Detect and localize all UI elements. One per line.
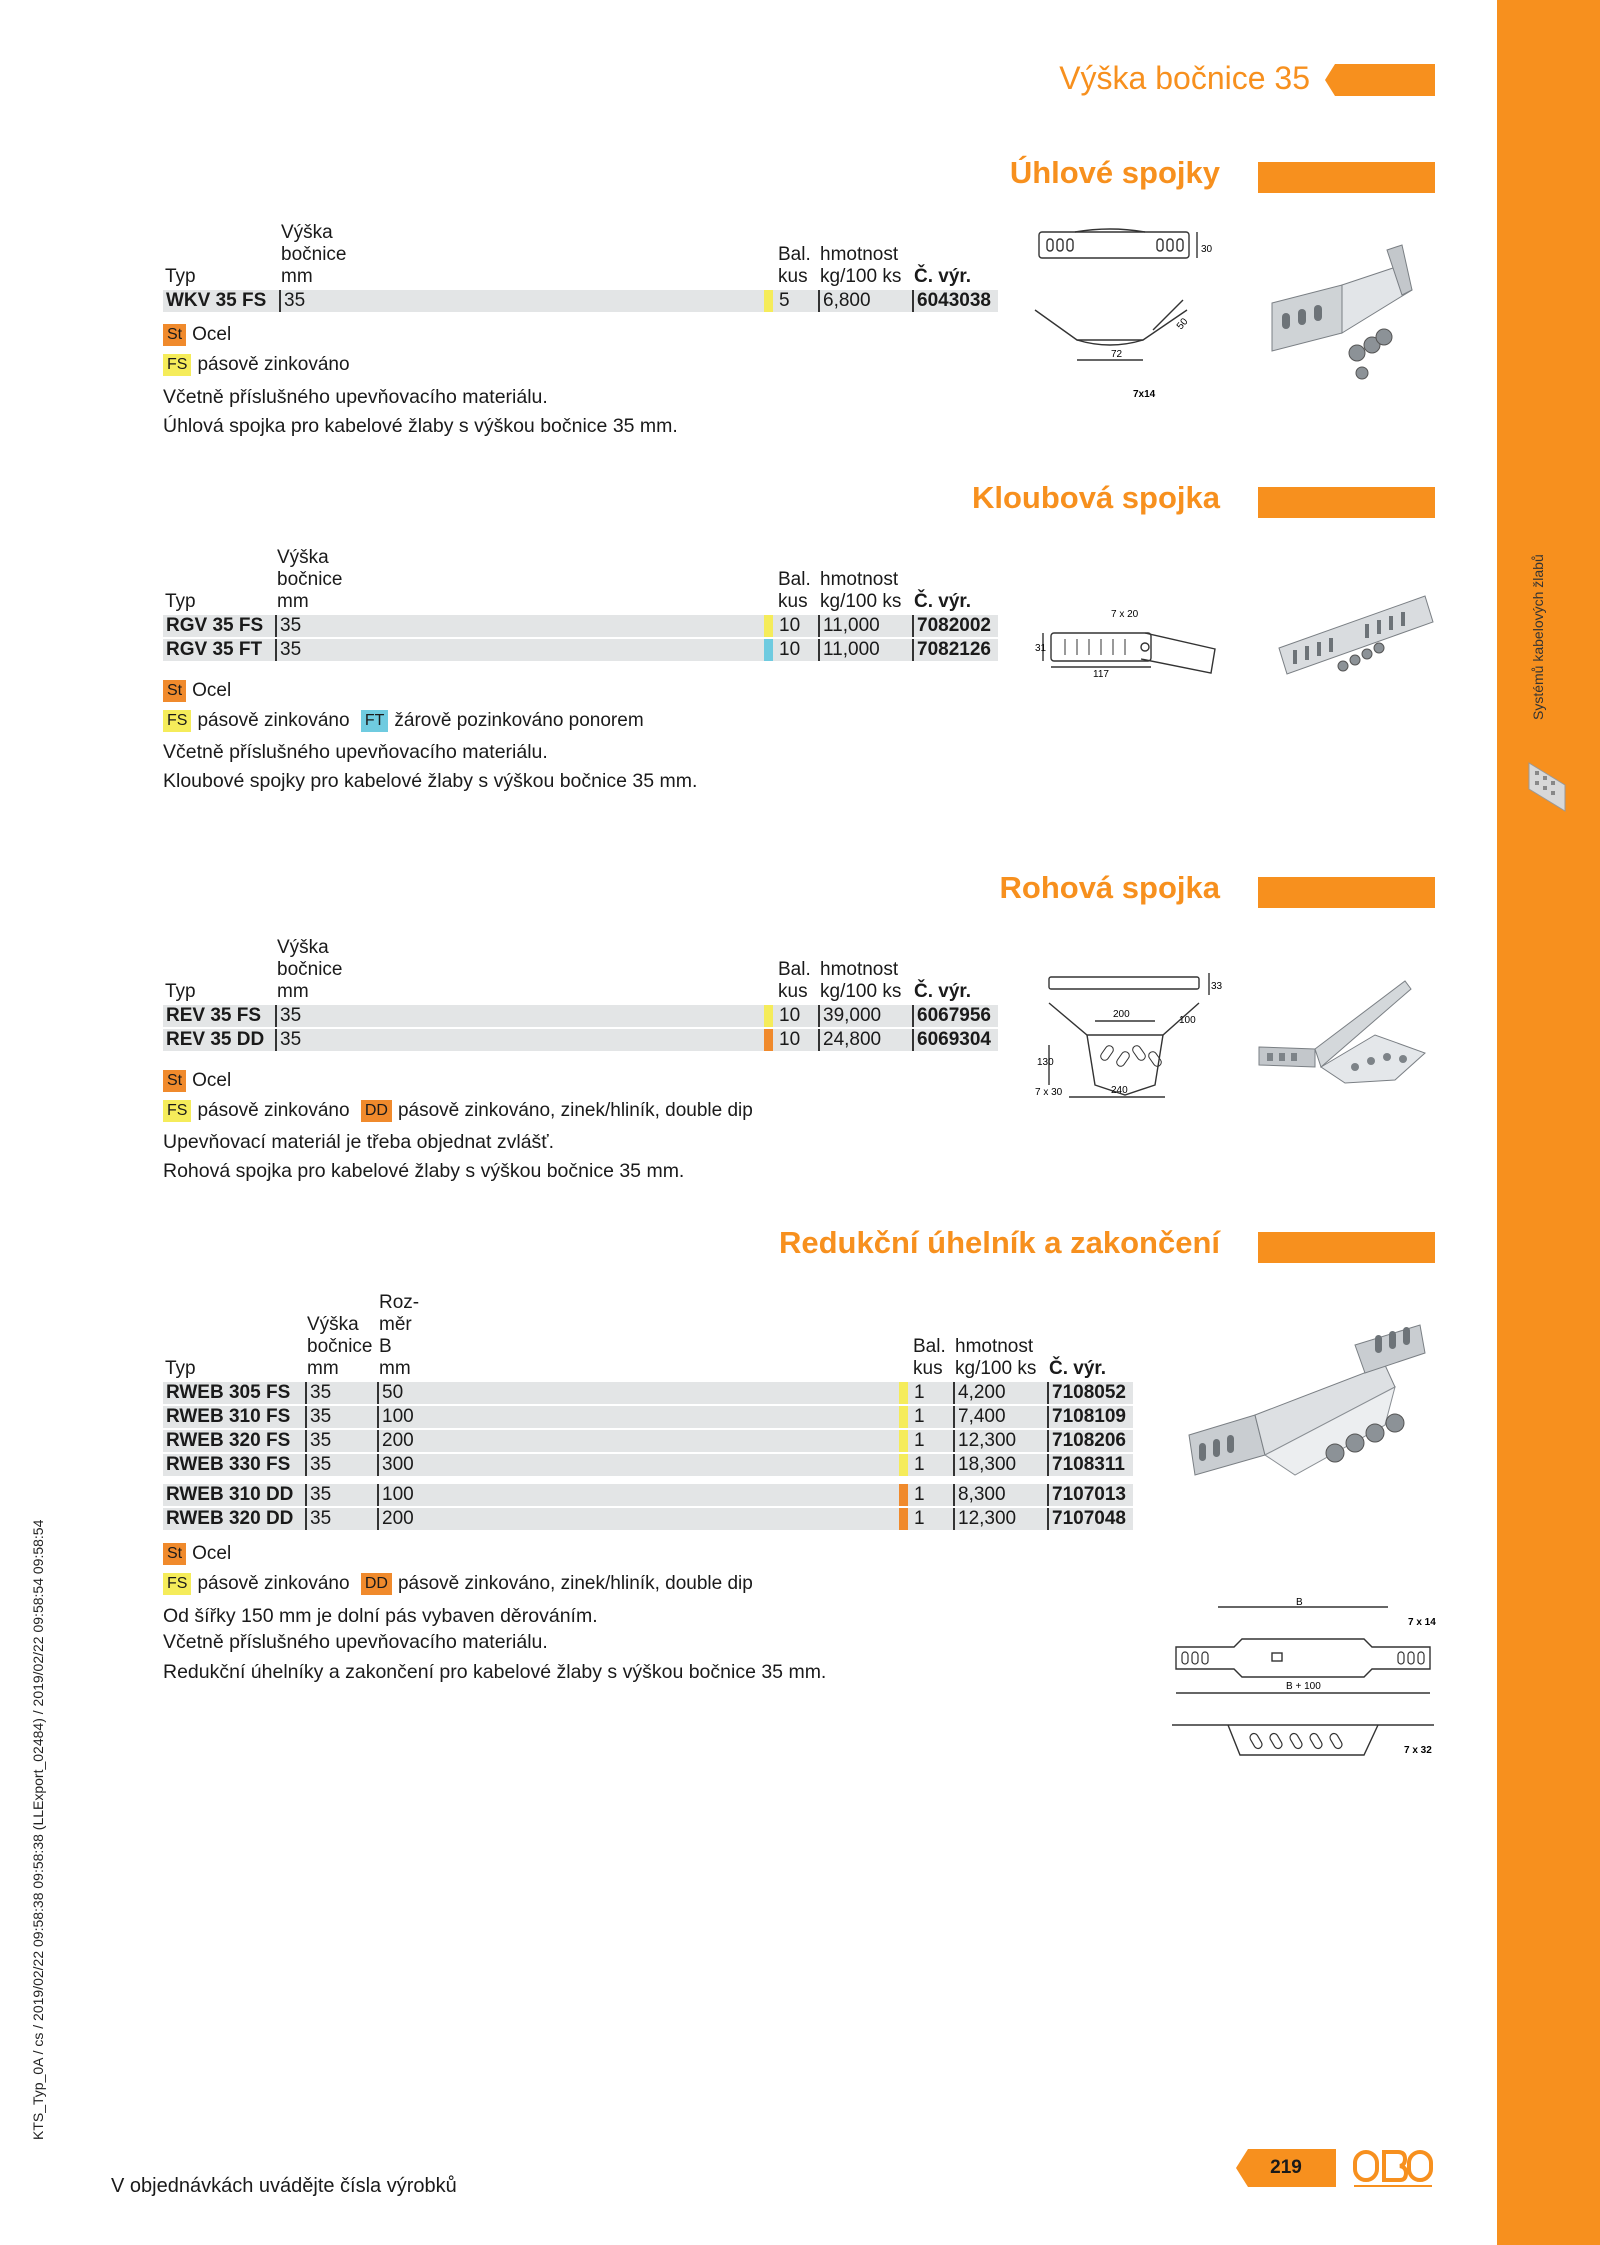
svg-text:100: 100 — [1179, 1015, 1196, 1026]
page-header-title: Výška bočnice 35 — [1059, 60, 1310, 96]
finish-marker-dd — [899, 1484, 908, 1506]
section-bar — [1258, 1232, 1435, 1263]
svg-text:B + 100: B + 100 — [1286, 1681, 1321, 1692]
legend-finish: FS pásově zinkováno DD pásově zinkováno, zinek/hliník, double dip — [163, 1572, 759, 1596]
section-title-kloubova-spojka: Kloubová spojka — [971, 480, 1220, 515]
angle-connector-drawing — [1035, 222, 1225, 407]
corner-connector-drawing — [1035, 955, 1223, 1105]
section-bar — [1258, 162, 1435, 193]
table-row: RWEB 320 DD 35 200 1 12,300 7107048 — [163, 1508, 1133, 1530]
table-row: RGV 35 FT 35 10 11,000 7082126 — [163, 639, 998, 661]
svg-text:31: 31 — [1035, 643, 1047, 654]
finish-marker-ft — [764, 639, 773, 661]
legend-material: St Ocel — [163, 323, 237, 347]
cable-tray-thumbnail-icon — [1525, 755, 1573, 815]
svg-text:240: 240 — [1111, 1085, 1128, 1096]
finish-marker-fs — [899, 1430, 908, 1452]
svg-text:B: B — [1296, 1597, 1303, 1608]
finish-marker-fs — [899, 1406, 908, 1428]
table-row: RWEB 310 DD 35 100 1 8,300 7107013 — [163, 1484, 1133, 1506]
obo-logo-icon — [1352, 2148, 1434, 2188]
svg-text:30: 30 — [1201, 244, 1213, 255]
reducer-drawing — [1168, 1595, 1436, 1770]
svg-text:72: 72 — [1111, 349, 1123, 360]
svg-text:117: 117 — [1093, 669, 1109, 680]
finish-marker-dd — [764, 1029, 773, 1051]
finish-marker-fs — [764, 290, 773, 312]
legend-material: St Ocel — [163, 1542, 237, 1566]
product-table-rohova: Typ Výška bočnice mm Bal. kus hmotnost kg/100 ks Č. výr. REV 35 FS 35 10 39,000 6067956 REV 35 DD 35 10 24,800 6069304 — [163, 935, 998, 1053]
svg-text:7 x 30: 7 x 30 — [1035, 1087, 1063, 1098]
svg-text:33: 33 — [1211, 981, 1223, 992]
section-notes: Upevňovací materiál je třeba objednat zvlášť. Rohová spojka pro kabelové žlaby s výškou bočnice 35 mm. — [163, 1131, 685, 1182]
section-title-uhlove-spojky: Úhlové spojky — [1009, 155, 1220, 190]
footer-text: V objednávkách uvádějte čísla výrobků — [111, 2175, 457, 2197]
side-band — [1497, 0, 1600, 2245]
product-table-redukcni: Typ Výška bočnice mm Roz- měr B mm Bal. kus hmotnost kg/100 ks Č. výr. RWEB 305 FS 35 50 1 4,200 7108052 RWEB 310 FS 35 100 1 7,400 7108109 RWEB 320 FS 35 200 1 12,300 7108206 RWEB 330 FS 35 300 1 18,300 7108311 RWEB 310 DD 35 100 1 8,300 7107013 RWEB 320 DD 35 200 1 12,300 7107048 — [163, 1290, 1133, 1532]
section-notes: Včetně příslušného upevňovacího materiálu. Kloubové spojky pro kabelové žlaby s výškou bočnice 35 mm. — [163, 741, 698, 792]
corner-connector-photo — [1255, 975, 1435, 1085]
svg-text:130: 130 — [1037, 1057, 1054, 1068]
finish-marker-dd — [899, 1508, 908, 1530]
legend-material: St Ocel — [163, 1069, 237, 1093]
side-band-label: Systémů kabelových žlabů — [1530, 554, 1546, 720]
table-row: RWEB 305 FS 35 50 1 4,200 7108052 — [163, 1382, 1133, 1404]
legend-material: St Ocel — [163, 679, 237, 703]
table-row: WKV 35 FS 35 5 6,800 6043038 — [163, 290, 998, 312]
finish-marker-fs — [899, 1382, 908, 1404]
print-metadata: KTS_Typ_0A / cs / 2019/02/22 09:58:38 09:58:38 (LLExport_02484) / 2019/02/22 09:58:54 09:58:54 — [30, 1519, 46, 2140]
page-number: 219 — [1270, 2157, 1302, 2178]
section-bar — [1258, 487, 1435, 518]
header-tab-marker — [1325, 64, 1435, 96]
product-table-uhlove: Typ Výška bočnice mm Bal. kus hmotnost kg/100 ks Č. výr. WKV 35 FS 35 5 6,800 6043038 — [163, 220, 998, 314]
finish-marker-fs — [899, 1454, 908, 1476]
section-notes: Včetně příslušného upevňovacího materiálu. Úhlová spojka pro kabelové žlaby s výškou bočnice 35 mm. — [163, 386, 678, 437]
svg-text:7x14: 7x14 — [1133, 389, 1156, 400]
table-row: RGV 35 FS 35 10 11,000 7082002 — [163, 615, 998, 637]
section-title-redukcni-uhelnik: Redukční úhelník a zakončení — [778, 1225, 1220, 1260]
finish-marker-fs — [764, 1005, 773, 1027]
finish-marker-fs — [764, 615, 773, 637]
table-row: REV 35 FS 35 10 39,000 6067956 — [163, 1005, 998, 1027]
hinged-connector-photo — [1275, 588, 1435, 683]
product-table-kloubova: Typ Výška bočnice mm Bal. kus hmotnost kg/100 ks Č. výr. RGV 35 FS 35 10 11,000 7082002 RGV 35 FT 35 10 11,000 7082126 — [163, 545, 998, 663]
hinged-connector-drawing — [1035, 603, 1230, 678]
table-row: RWEB 330 FS 35 300 1 18,300 7108311 — [163, 1454, 1133, 1476]
svg-text:7 x 14: 7 x 14 — [1408, 1617, 1436, 1628]
section-bar — [1258, 877, 1435, 908]
table-row: REV 35 DD 35 10 24,800 6069304 — [163, 1029, 998, 1051]
table-row: RWEB 310 FS 35 100 1 7,400 7108109 — [163, 1406, 1133, 1428]
reducer-photo — [1185, 1325, 1435, 1485]
legend-finish: FS pásově zinkováno DD pásově zinkováno, zinek/hliník, double dip — [163, 1099, 759, 1123]
angle-connector-photo — [1262, 245, 1437, 400]
svg-text:200: 200 — [1113, 1009, 1130, 1020]
svg-text:7 x 20: 7 x 20 — [1111, 609, 1139, 620]
legend-finish: FS pásově zinkováno FT žárově pozinkováno ponorem — [163, 709, 650, 733]
section-title-rohova-spojka: Rohová spojka — [999, 870, 1220, 905]
svg-text:7 x 32: 7 x 32 — [1404, 1745, 1432, 1756]
section-notes: Od šířky 150 mm je dolní pás vybaven děrováním. Včetně příslušného upevňovacího materiálu. Redukční úhelníky a zakončení pro kabelové žlaby s výškou bočnice 35 mm. — [163, 1605, 827, 1683]
legend-finish: FS pásově zinkováno — [163, 353, 356, 377]
table-row: RWEB 320 FS 35 200 1 12,300 7108206 — [163, 1430, 1133, 1452]
svg-text:50: 50 — [1174, 316, 1191, 332]
